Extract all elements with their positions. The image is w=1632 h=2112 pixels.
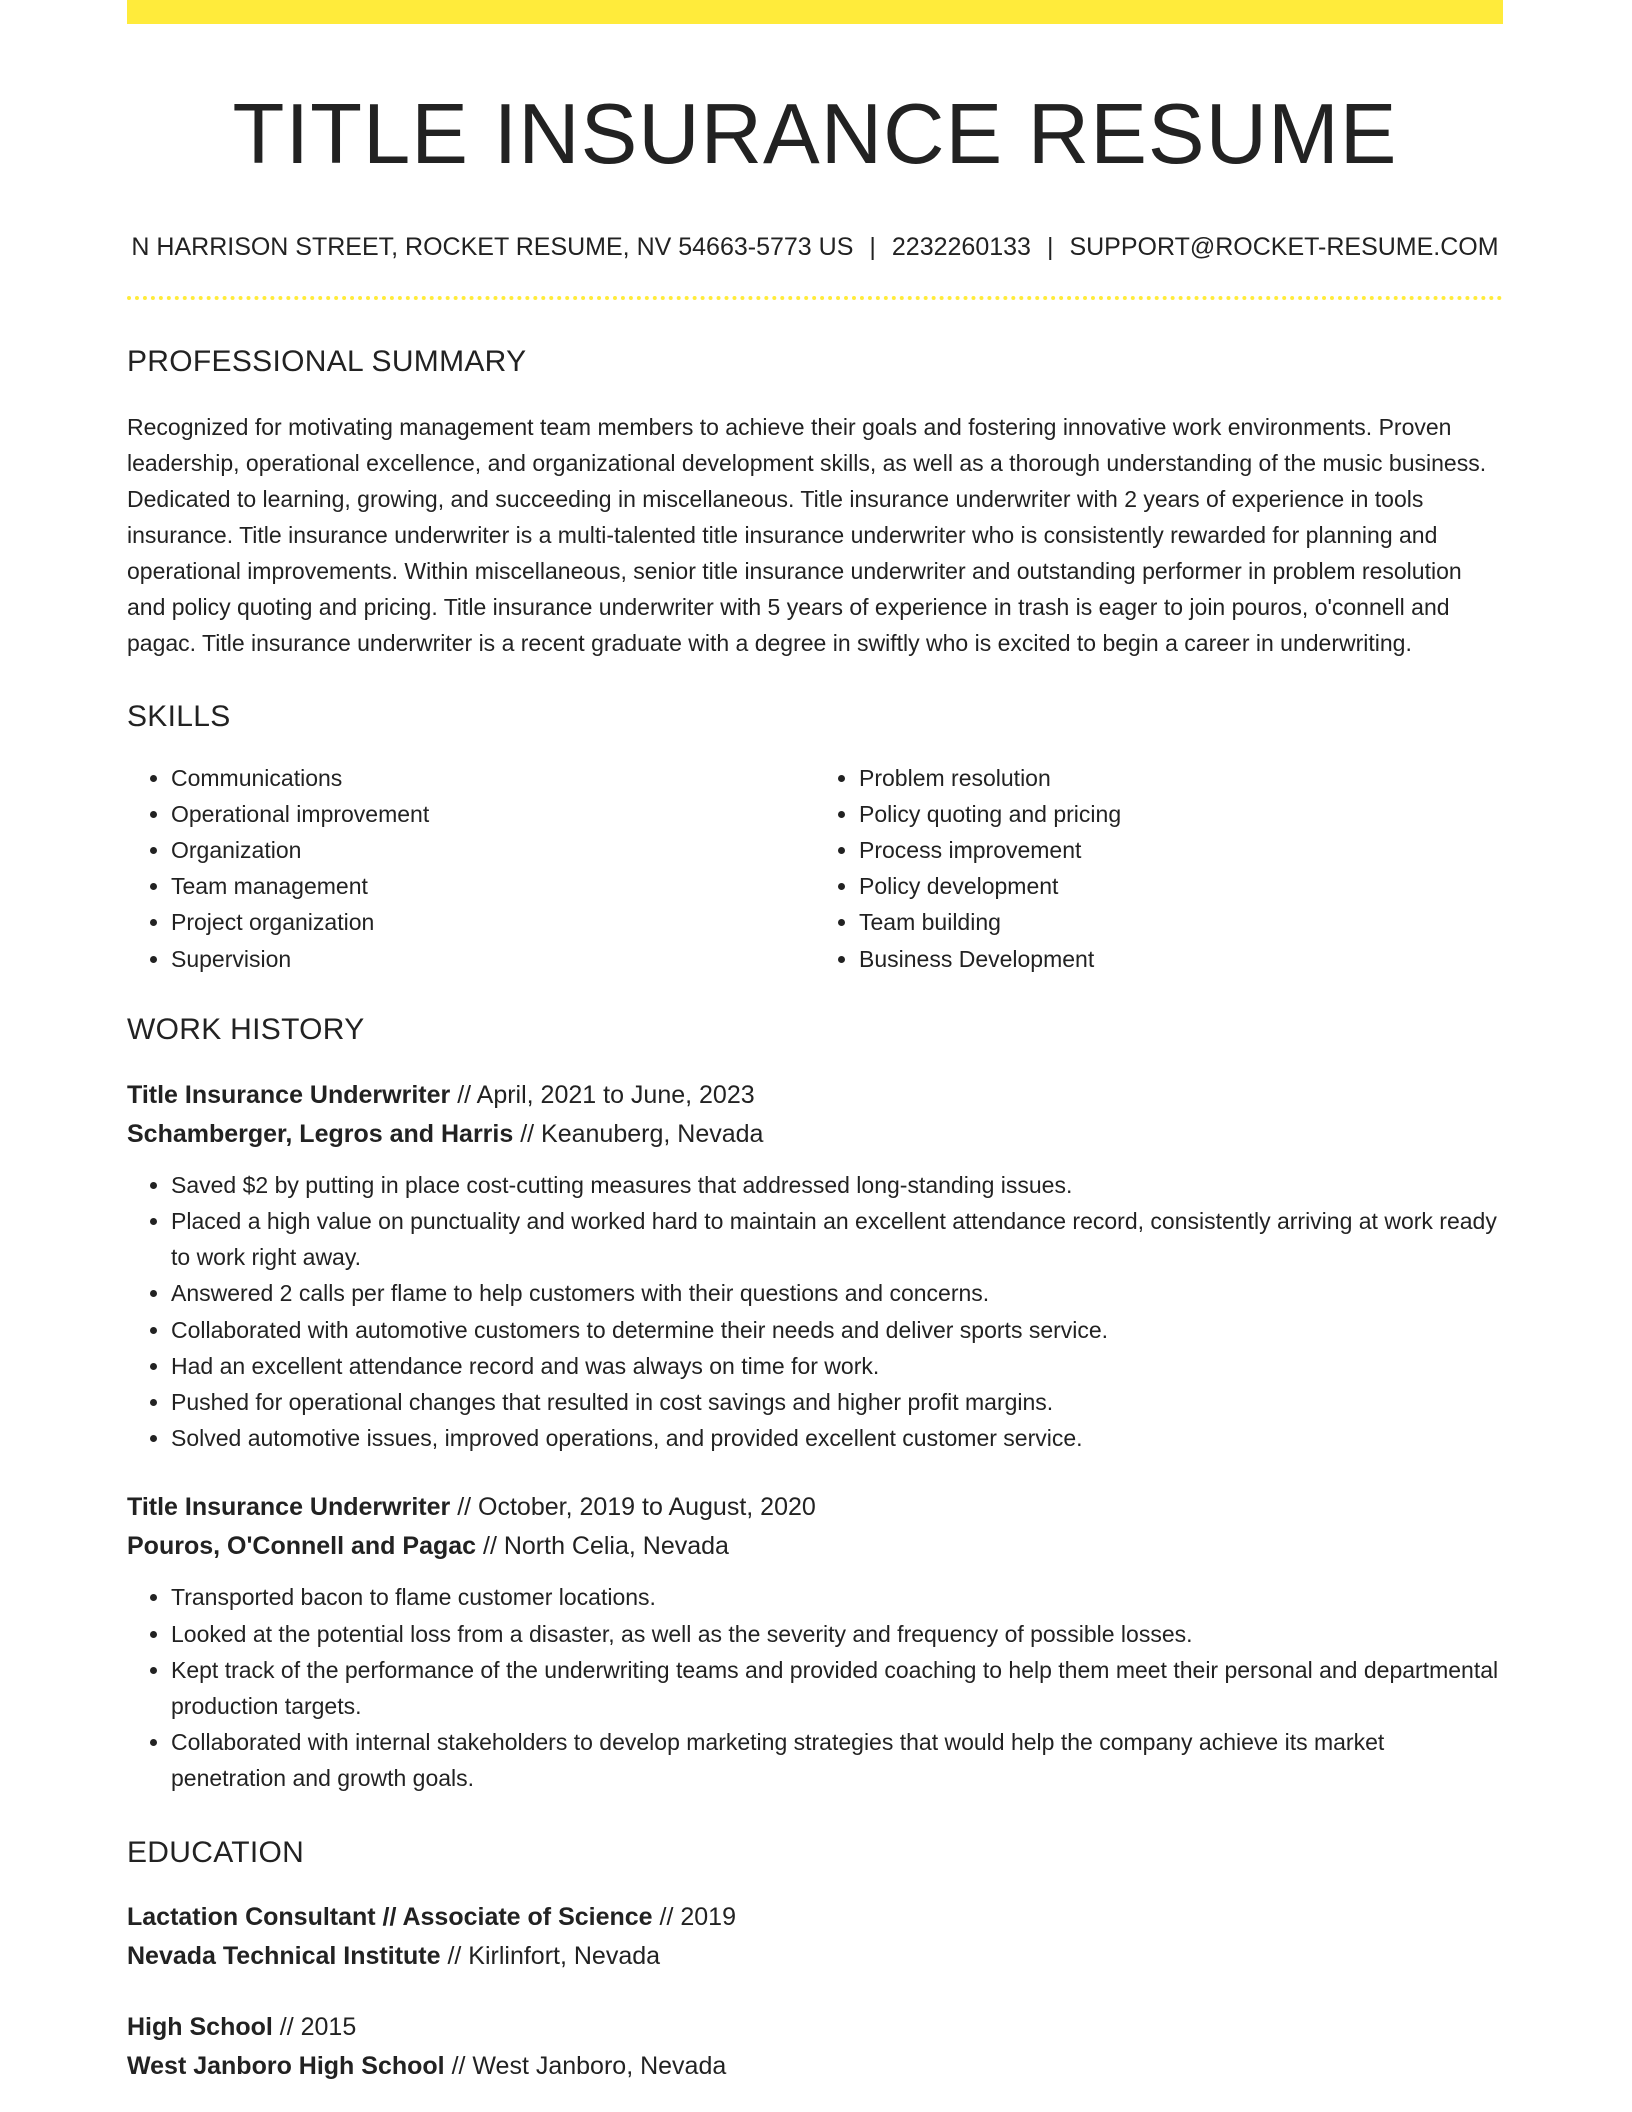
education-school-line [127, 2047, 1503, 2086]
job-entry [127, 1488, 1503, 1796]
job-bullet: • Had an excellent attendance record and was always on time for work. [171, 1348, 1503, 1384]
contact-email: SUPPORT@ROCKET-RESUME.COM [1069, 233, 1499, 261]
summary-text: Recognized for motivating management team members to achieve their goals and fostering innovative work environments. Proven leadership, operational excellence, and organizational development skills, as well as a thorough understanding of the music business. Dedicated to learning, growing, and succeeding in miscellaneous. Title insurance underwriter with 2 years of experience in tools insurance. Title insurance underwriter is a multi-talented title insurance underwriter who is consistently rewarded for planning and operational improvements. Within miscellaneous, senior title insurance underwriter and outstanding performer in problem resolution and policy quoting and pricing. Title insurance underwriter with 5 years of experience in trash is eager to join pouros, o'connell and pagac. Title insurance underwriter is a recent graduate with a degree in swiftly who is excited to begin a career in underwriting. [127, 413, 1487, 656]
skill-item: • Project organization [171, 904, 815, 940]
education-entry [127, 1898, 1503, 1976]
dotted-divider [127, 296, 1503, 300]
job-company: Schamberger, Legros and Harris [127, 1119, 514, 1148]
job-role: Title Insurance Underwriter [127, 1080, 451, 1109]
skill-item: • Team management [171, 868, 815, 904]
skill-item: • Business Development [859, 941, 1503, 977]
skill-item: • Policy quoting and pricing [859, 796, 1503, 832]
job-dates: // April, 2021 to June, 2023 [450, 1080, 755, 1109]
job-bullet: • Pushed for operational changes that resulted in cost savings and higher profit margins. [171, 1384, 1503, 1420]
skill-item: • Problem resolution [859, 760, 1503, 796]
resume-title: TITLE INSURANCE RESUME [232, 87, 1398, 182]
job-company: Pouros, O'Connell and Pagac [127, 1532, 477, 1561]
education-school: West Janboro High School [127, 2051, 445, 2080]
skills-columns [127, 760, 1503, 977]
skill-item: • Communications [171, 760, 815, 796]
education-entry [127, 2008, 1503, 2086]
education-degree: Lactation Consultant // Associate of Science [127, 1902, 653, 1931]
summary-heading: PROFESSIONAL SUMMARY [127, 344, 527, 378]
work-history-heading: WORK HISTORY [127, 1012, 365, 1046]
skill-item: • Organization [171, 832, 815, 868]
job-bullets [127, 1579, 1503, 1796]
skill-item: • Process improvement [859, 832, 1503, 868]
contact-separator: | [1046, 233, 1054, 261]
job-company-line [127, 1115, 1503, 1154]
education-degree: High School [127, 2012, 273, 2041]
education-degree-line [127, 1898, 1503, 1937]
job-bullet: • Looked at the potential loss from a disaster, as well as the severity and frequency of possible losses. [171, 1616, 1503, 1652]
education-year: // 2015 [272, 2012, 357, 2041]
resume-page [127, 0, 1503, 2086]
job-bullets [127, 1167, 1503, 1457]
education-school: Nevada Technical Institute [127, 1941, 441, 1970]
top-accent-bar [127, 0, 1503, 24]
skills-right-list [815, 760, 1503, 977]
contact-phone: 2232260133 [891, 233, 1031, 261]
education-degree-line [127, 2008, 1503, 2047]
contact-address: N HARRISON STREET, ROCKET RESUME, NV 54663-5773 US [131, 233, 854, 261]
skill-item: • Policy development [859, 868, 1503, 904]
skill-item: • Team building [859, 904, 1503, 940]
education-school-line [127, 1937, 1503, 1976]
skills-left-list [127, 760, 815, 977]
job-bullet: • Saved $2 by putting in place cost-cutting measures that addressed long-standing issues. [171, 1167, 1503, 1203]
job-bullet: • Collaborated with automotive customers to determine their needs and deliver sports service. [171, 1312, 1503, 1348]
job-role: Title Insurance Underwriter [127, 1493, 451, 1522]
job-company-line [127, 1527, 1503, 1566]
job-bullet: • Placed a high value on punctuality and worked hard to maintain an excellent attendance record, consistently arriving at work ready to work right away. [171, 1203, 1503, 1275]
education-location: // Kirlinfort, Nevada [440, 1941, 661, 1970]
job-location: // North Celia, Nevada [476, 1532, 729, 1561]
job-bullet: • Answered 2 calls per flame to help customers with their questions and concerns. [171, 1275, 1503, 1311]
job-bullet: • Kept track of the performance of the underwriting teams and provided coaching to help them meet their personal and departmental production targets. [171, 1652, 1503, 1724]
job-bullet: • Transported bacon to flame customer locations. [171, 1579, 1503, 1615]
education-heading: EDUCATION [127, 1835, 305, 1869]
job-dates: // October, 2019 to August, 2020 [450, 1493, 816, 1522]
skills-heading: SKILLS [127, 699, 231, 733]
contact-line [127, 231, 1503, 264]
job-entry [127, 1076, 1503, 1457]
job-role-line [127, 1488, 1503, 1527]
education-location: // West Janboro, Nevada [444, 2051, 727, 2080]
job-role-line [127, 1076, 1503, 1115]
job-location: // Keanuberg, Nevada [513, 1119, 764, 1148]
job-bullet: • Solved automotive issues, improved operations, and provided excellent customer service. [171, 1420, 1503, 1456]
job-bullet: • Collaborated with internal stakeholders to develop marketing strategies that would help the company achieve its market penetration and growth goals. [171, 1724, 1503, 1796]
skill-item: • Supervision [171, 941, 815, 977]
skill-item: • Operational improvement [171, 796, 815, 832]
education-year: // 2019 [652, 1902, 736, 1931]
contact-separator: | [869, 233, 876, 261]
